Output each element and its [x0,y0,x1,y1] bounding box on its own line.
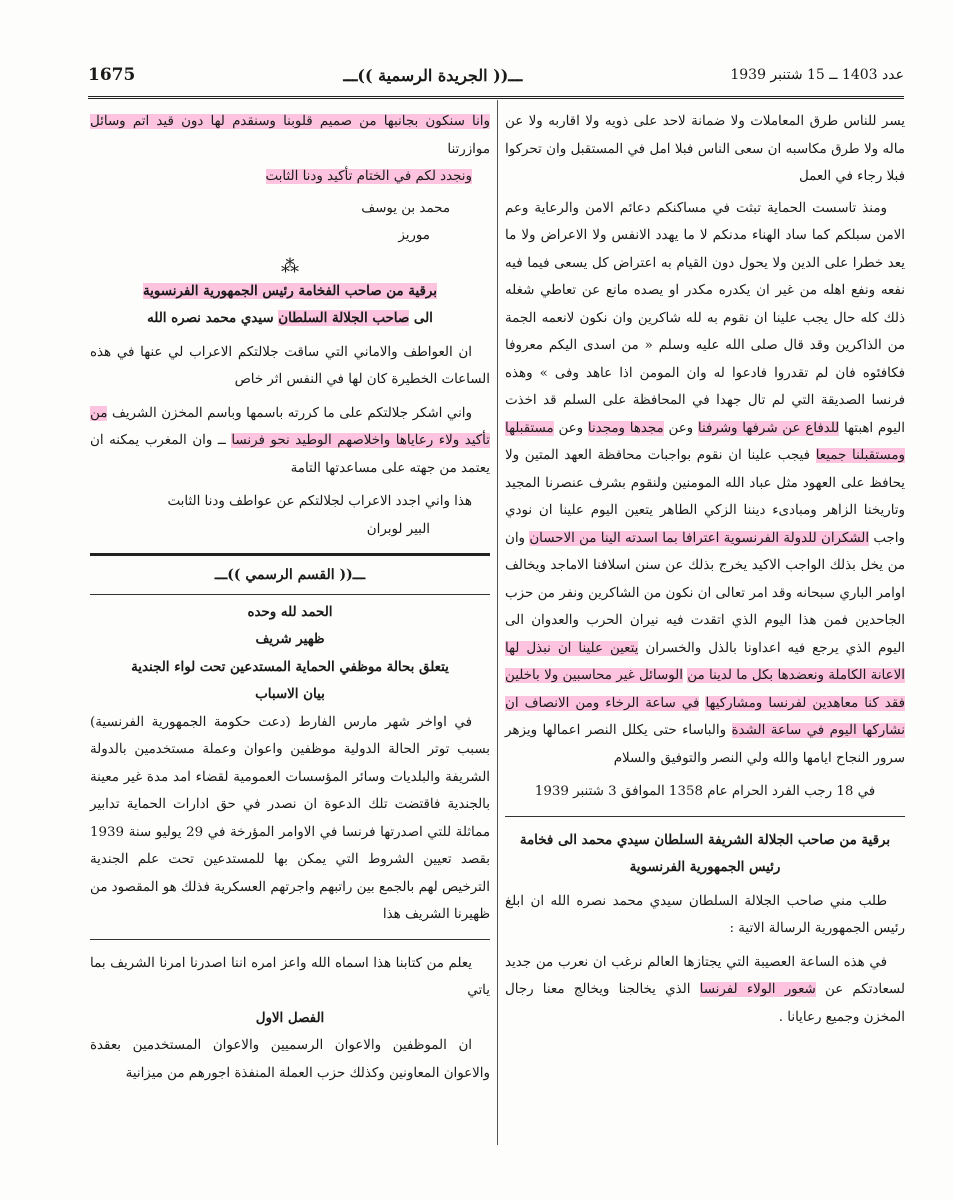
heading: ظهير شريف [255,631,325,647]
divider [505,816,905,817]
highlight: الوسائل غير محاسبين ولا باخلين فقد كنا معاهدين لفرنسا ومشاركيها [505,668,905,711]
highlight: مستقبلها ومستقبلنا جميعا [505,420,906,463]
heading: يتعلق بحالة موظفي الحماية المستدعين تحت لواء الجندية [131,658,449,675]
heading: الفصل الاول [255,1009,325,1026]
paragraph: في هذه الساعة العصيبة التي يجتازها العالم نرغب ان نعرب من جديد لسعادتكم عن شعور الولاء لفرنسا الذي يخالجنا ويخالج معنا رجال المخزن وجميع رعايانا . [505,954,905,1025]
highlight: يتعين علينا ان نبذل لها الاعانة الكاملة ونعضدها بكل ما لدينا من [505,640,905,683]
paragraph: واني اشكر جلالتكم على ما كررته باسمها وباسم المخزن الشريف من تأكيد ولاء رعاياها واخلاصهم الوطيد نحو فرنسا ــ وان المغرب يمكنه ان يعتمد من جهته على مساعدتها التامة [90,405,490,476]
heading: بيان الاسباب [255,686,325,702]
gazette-title: ـــ(( الجريدة الرسمية ))ـــ [343,65,523,85]
left-column [90,108,490,1160]
divider [90,553,490,556]
divider [90,594,490,595]
date-line: في 18 رجب الفرد الحرام عام 1358 الموافق 3 شتنبر 1939 [534,784,876,799]
paragraph: وانا سنكون بجانبها من صميم قلوبنا وسنقدم لها دون قيد اتم وسائل موازرتنا [90,114,490,157]
highlight: في ساعة الرخاء ومن الانصاف ان نشاركها اليوم في ساعة الشدة [505,695,905,738]
header-divider [88,96,904,99]
column-divider [497,100,498,1145]
right-column [505,108,905,1160]
paragraph [90,163,490,191]
paragraph: هذا واني اجدد الاعراب لجلالتكم عن عواطف ودنا الثابت [167,494,472,509]
signature: موريز [398,228,430,243]
highlight: ونجدد لكم في الختام تأكيد ودنا الثابت [265,169,472,184]
highlight: الشكران للدولة الفرنسوية اعترافا بما اسدته الينا من الاحسان [529,530,870,546]
paragraph: ومنذ تاسست الحماية تبثت في مساكنكم دعائم الامن والرعاية وعم الامن سبلكم كما ساد الهناء مدنكم لا ما يهدد الانفس ولا الاعراض ولا ما يعد خطرا على الدين ولا يحول دون القيام به اعتراض كل يسعى فيما فيه نفعه ونفع اهله من غير ان يكدره مكدر او يصده مانع عن تعاطي شغله ذلك كله حال يجب علينا ان نقوم به لله شاكرين وان نكون لانعمه الجمة من الذاكرين وقد قال صلى الله عليه وسلم « من اسدى اليكم معروفا فكافئوه فان لم تقدروا فادعوا له وان المومن اذا عاهد وفى » وهذه فرنسا الصديقة التي لم تال جهدا في المحافظة على السلم قد اخذت اليوم اهبتها للدفاع عن شرفها وشرفنا وعن مجدها ومجدنا وعن مستقبلها ومستقبلنا جميعا فيجب علينا ان نقوم بواجبات محافظة العهد المتين ولا يحافظ على العهود مثل عباد الله المومنين ولنقوم بشرف عنصرنا المجيد وتاريخنا الزاهر ومبادىء ديننا الزكي الطاهر يتعين اليوم علينا ان نودي واجب الشكران للدولة الفرنسوية اعترافا بما اسدته الينا من الاحسان وان من يخل بذلك الواجب الاكيد يخرج بذلك عن سنن اسلافنا الاماجد ويخالف اوامر الباري سبحانه وقد امر تعالى ان نكون من الشاكرين ونفر من حزب الجاحدين فمن هذا اليوم الذي اتقدت فيه نيران الحرب والعدوان الى اليوم الذي يرجع فيه اعداونا بالذل والخسران يتعين علينا ان نبذل لها الاعانة الكاملة ونعضدها بكل ما لدينا من الوسائل غير محاسبين ولا باخلين فقد كنا معاهدين لفرنسا ومشاركيها في ساعة الرخاء ومن الانصاف ان نشاركها اليوم في ساعة الشدة والباساء حتى يكلل النصر اعمالها ويزهر سرور النجاح ايامها والله ولي النصر والتوفيق والسلام [505,200,906,766]
paragraph: يعلم من كتابنا هذا اسماه الله واعز امره اننا اصدرنا امرنا الشريف بما ياتي [90,955,490,998]
paragraph: طلب مني صاحب الجلالة السلطان سيدي محمد نصره الله ان ابلغ رئيس الجمهورية الرسالة الاتية : [505,893,905,936]
signature: محمد بن يوسف [361,200,450,216]
page-number: 1675 [88,65,136,85]
highlight: للدفاع عن شرفها وشرفنا [697,420,840,436]
paragraph: يسر للناس طرق المعاملات ولا ضمانة لاحد على ذويه ولا اقاربه ولا عن ماله ولا طرق مكاسبه ان سعى الناس فبلا امل في المستقبل وان تحركوا فبلا رجاء في العمل [505,114,905,184]
highlight: مجدها ومجدنا [587,420,664,436]
telegram-title: برقية من صاحب الفخامة رئيس الجمهورية الفرنسوية الى صاحب الجلالة السلطان سيدي محمد نصره الله [142,282,437,326]
ornament: ⁂ [281,255,299,277]
issue-info: عدد 1403 ــ 15 شتنبر 1939 [730,67,904,83]
page-header [88,58,904,92]
divider [90,939,490,940]
paragraph: ان الموظفين والاعوان الرسميين والاعوان المستخدمين بعقدة والاعوان المعاونين وكذلك حزب العملة المنفذة اجورهم من ميزانية [90,1038,490,1081]
paragraph: ان العواطف والاماني التي ساقت جلالتكم الاعراب لي عنها في هذه الساعات الخطيرة كان لها في النفس اثر خاص [90,344,490,387]
highlight: صاحب الجلالة السلطان [278,310,410,326]
paragraph: في اواخر شهر مارس الفارط (دعت حكومة الجمهورية الفرنسية) بسبب توتر الحالة الدولية موظفين واعوان وعملة مستخدمين بالدولة الشريفة والبلديات وسائر المؤسسات العمومية لقضاء امد مدة غير معينة بالجندية فاقتضت تلك الدعوة ان نصدر في حق ادارات الحماية تدابير مماثلة للتي اصدرتها فرنسا في الاوامر المؤرخة في 29 يوليو سنة 1939 بقصد تعيين الشروط التي يمكن بها للمستدعين تحت علم الجندية الترخيص لهم بالجمع بين راتبهم واجرتهم العسكرية فذلك هو المقصود من ظهيرنا الشريف هذا [90,714,490,922]
highlight: شعور الولاء لفرنسا [699,982,816,997]
highlight: برقية من صاحب الفخامة رئيس الجمهورية الفرنسوية [142,282,437,299]
signature: البير لوبران [366,521,430,537]
highlight: وانا سنكون بجانبها من صميم قلوبنا وسنقدم لها دون قيد اتم وسائل [90,114,490,129]
section-title: ـــ(( القسم الرسمي ))ـــ [214,567,366,583]
heading: الحمد لله وحده [247,603,333,620]
telegram-title: برقية من صاحب الجلالة الشريفة السلطان سيدي محمد الى فخامة رئيس الجمهورية الفرنسوية [519,831,891,875]
highlight: من تأكيد ولاء رعاياها واخلاصهم الوطيد نحو فرنسا [90,405,490,448]
